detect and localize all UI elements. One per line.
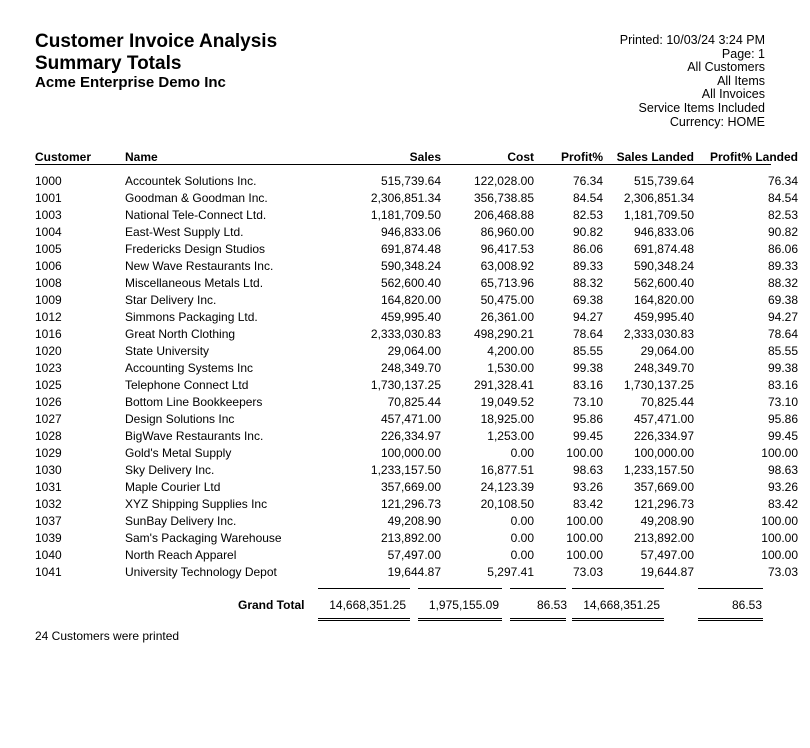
cell-sales: 357,669.00 xyxy=(380,479,441,494)
cell-cost: 86,960.00 xyxy=(480,224,534,239)
cell-sales-landed: 459,995.40 xyxy=(633,309,694,324)
col-header-sales: Sales xyxy=(409,150,441,164)
cell-sales: 100,000.00 xyxy=(380,445,441,460)
table-row xyxy=(35,223,798,240)
cell-customer: 1026 xyxy=(35,394,62,409)
cell-sales: 590,348.24 xyxy=(380,258,441,273)
cell-name: Star Delivery Inc. xyxy=(125,292,217,307)
cell-profit-pct: 94.27 xyxy=(572,309,603,324)
cell-customer: 1027 xyxy=(35,411,62,426)
cell-profit-pct-landed: 94.27 xyxy=(767,309,798,324)
cell-customer: 1023 xyxy=(35,360,62,375)
grand-total-cost: 1,975,155.09 xyxy=(428,598,499,612)
cell-name: State University xyxy=(125,343,210,358)
table-row xyxy=(35,240,798,257)
col-header-cost: Cost xyxy=(507,150,534,164)
cell-profit-pct-landed: 84.54 xyxy=(767,190,798,205)
cell-profit-pct-landed: 73.10 xyxy=(767,394,798,409)
cell-profit-pct-landed: 90.82 xyxy=(767,224,798,239)
cell-sales: 946,833.06 xyxy=(380,224,441,239)
col-header-customer: Customer xyxy=(35,150,92,164)
cell-sales: 19,644.87 xyxy=(387,564,441,579)
cell-profit-pct-landed: 98.63 xyxy=(767,462,798,477)
cell-customer: 1009 xyxy=(35,292,62,307)
cell-sales: 1,181,709.50 xyxy=(370,207,441,222)
table-row xyxy=(35,444,798,461)
cell-sales-landed: 57,497.00 xyxy=(640,547,694,562)
cell-profit-pct: 95.86 xyxy=(572,411,603,426)
cell-profit-pct: 73.10 xyxy=(572,394,603,409)
cell-profit-pct: 89.33 xyxy=(572,258,603,273)
filter-items: All Items xyxy=(717,73,765,88)
invoice-table xyxy=(35,147,798,580)
cell-cost: 16,877.51 xyxy=(480,462,534,477)
table-row xyxy=(35,206,798,223)
cell-name: Great North Clothing xyxy=(125,326,236,341)
cell-cost: 19,049.52 xyxy=(480,394,534,409)
cell-sales-landed: 357,669.00 xyxy=(633,479,694,494)
cell-sales-landed: 1,730,137.25 xyxy=(623,377,694,392)
cell-name: Goodman & Goodman Inc. xyxy=(125,190,268,205)
table-row xyxy=(35,274,798,291)
cell-sales: 1,730,137.25 xyxy=(370,377,441,392)
cell-customer: 1008 xyxy=(35,275,62,290)
cell-profit-pct: 100.00 xyxy=(566,513,603,528)
table-row xyxy=(35,546,798,563)
cell-sales-landed: 2,306,851.34 xyxy=(623,190,694,205)
cell-sales-landed: 49,208.90 xyxy=(640,513,694,528)
cell-name: Telephone Connect Ltd xyxy=(125,377,249,392)
printed-timestamp: Printed: 10/03/24 3:24 PM xyxy=(619,33,765,47)
table-row xyxy=(35,325,798,342)
cell-cost: 50,475.00 xyxy=(480,292,534,307)
cell-sales: 515,739.64 xyxy=(380,173,441,188)
table-row xyxy=(35,189,798,206)
cell-name: North Reach Apparel xyxy=(125,547,237,562)
cell-profit-pct-landed: 100.00 xyxy=(761,530,798,545)
cell-customer: 1040 xyxy=(35,547,62,562)
cell-cost: 1,253.00 xyxy=(487,428,534,443)
cell-sales: 57,497.00 xyxy=(387,547,441,562)
cell-cost: 26,361.00 xyxy=(480,309,534,324)
cell-profit-pct-landed: 99.38 xyxy=(767,360,798,375)
cell-cost: 356,738.85 xyxy=(473,190,534,205)
cell-name: XYZ Shipping Supplies Inc xyxy=(125,496,268,511)
cell-sales-landed: 248,349.70 xyxy=(633,360,694,375)
cell-profit-pct-landed: 100.00 xyxy=(761,547,798,562)
table-row xyxy=(35,478,798,495)
cell-profit-pct: 100.00 xyxy=(566,445,603,460)
page-number: Page: 1 xyxy=(721,46,765,61)
header-divider xyxy=(35,164,771,165)
cell-name: Accounting Systems Inc xyxy=(125,360,254,375)
cell-name: National Tele-Connect Ltd. xyxy=(125,207,267,222)
cell-profit-pct: 78.64 xyxy=(572,326,603,341)
cell-profit-pct-landed: 89.33 xyxy=(767,258,798,273)
cell-sales: 459,995.40 xyxy=(380,309,441,324)
cell-sales-landed: 70,825.44 xyxy=(640,394,694,409)
cell-sales-landed: 515,739.64 xyxy=(633,173,694,188)
cell-name: University Technology Depot xyxy=(125,564,277,579)
footer-note: 24 Customers were printed xyxy=(35,629,180,643)
cell-profit-pct: 99.38 xyxy=(572,360,603,375)
cell-sales-landed: 562,600.40 xyxy=(633,275,694,290)
grand-total-profit-pct: 86.53 xyxy=(536,598,567,612)
cell-customer: 1028 xyxy=(35,428,62,443)
cell-cost: 18,925.00 xyxy=(480,411,534,426)
cell-cost: 63,008.92 xyxy=(480,258,534,273)
company-name: Acme Enterprise Demo Inc xyxy=(35,74,226,91)
cell-customer: 1029 xyxy=(35,445,62,460)
table-row xyxy=(35,495,798,512)
cell-profit-pct: 85.55 xyxy=(572,343,603,358)
filter-customers: All Customers xyxy=(687,60,765,75)
cell-customer: 1006 xyxy=(35,258,62,273)
cell-cost: 122,028.00 xyxy=(473,173,534,188)
cell-customer: 1020 xyxy=(35,343,62,358)
cell-customer: 1005 xyxy=(35,241,62,256)
cell-cost: 206,468.88 xyxy=(473,207,534,222)
cell-profit-pct: 73.03 xyxy=(572,564,603,579)
col-header-name: Name xyxy=(125,150,158,164)
cell-customer: 1004 xyxy=(35,224,62,239)
cell-profit-pct: 98.63 xyxy=(572,462,603,477)
col-header-profit-pct-landed: Profit% Landed xyxy=(709,150,798,164)
cell-sales: 70,825.44 xyxy=(387,394,441,409)
table-row xyxy=(35,342,798,359)
cell-name: East-West Supply Ltd. xyxy=(125,224,244,239)
cell-customer: 1032 xyxy=(35,496,62,511)
cell-profit-pct-landed: 100.00 xyxy=(761,445,798,460)
cell-customer: 1012 xyxy=(35,309,62,324)
cell-sales: 121,296.73 xyxy=(380,496,441,511)
cell-sales-landed: 213,892.00 xyxy=(633,530,694,545)
table-row xyxy=(35,257,798,274)
cell-profit-pct: 83.42 xyxy=(572,496,603,511)
cell-sales-landed: 164,820.00 xyxy=(633,292,694,307)
report-header xyxy=(35,31,277,92)
table-row xyxy=(35,359,798,376)
cell-cost: 20,108.50 xyxy=(480,496,534,511)
cell-name: SunBay Delivery Inc. xyxy=(125,513,237,528)
cell-profit-pct: 84.54 xyxy=(572,190,603,205)
cell-cost: 0.00 xyxy=(510,513,534,528)
cell-profit-pct: 100.00 xyxy=(566,530,603,545)
cell-profit-pct-landed: 83.42 xyxy=(767,496,798,511)
cell-profit-pct-landed: 93.26 xyxy=(767,479,798,494)
cell-profit-pct-landed: 78.64 xyxy=(767,326,798,341)
cell-profit-pct-landed: 73.03 xyxy=(767,564,798,579)
cell-sales: 49,208.90 xyxy=(387,513,441,528)
cell-name: Gold's Metal Supply xyxy=(125,445,232,460)
cell-sales-landed: 691,874.48 xyxy=(633,241,694,256)
grand-total-label: Grand Total xyxy=(238,598,305,612)
cell-cost: 498,290.21 xyxy=(473,326,534,341)
cell-profit-pct: 93.26 xyxy=(572,479,603,494)
cell-sales: 691,874.48 xyxy=(380,241,441,256)
filter-invoices: All Invoices xyxy=(701,87,765,102)
table-header-row xyxy=(35,147,798,164)
cell-profit-pct: 88.32 xyxy=(572,275,603,290)
cell-name: BigWave Restaurants Inc. xyxy=(125,428,264,443)
cell-profit-pct-landed: 82.53 xyxy=(767,207,798,222)
cell-customer: 1037 xyxy=(35,513,62,528)
cell-customer: 1025 xyxy=(35,377,62,392)
cell-profit-pct: 76.34 xyxy=(572,173,603,188)
cell-customer: 1003 xyxy=(35,207,62,222)
cell-sales-landed: 1,233,157.50 xyxy=(623,462,694,477)
cell-name: Maple Courier Ltd xyxy=(125,479,221,494)
table-row xyxy=(35,376,798,393)
cell-sales: 164,820.00 xyxy=(380,292,441,307)
cell-sales: 226,334.97 xyxy=(380,428,441,443)
cell-profit-pct-landed: 76.34 xyxy=(767,173,798,188)
grand-total-sales: 14,668,351.25 xyxy=(329,598,406,612)
cell-sales: 2,306,851.34 xyxy=(370,190,441,205)
cell-cost: 1,530.00 xyxy=(487,360,534,375)
cell-name: Fredericks Design Studios xyxy=(125,241,266,256)
cell-profit-pct-landed: 83.16 xyxy=(767,377,798,392)
cell-name: Bottom Line Bookkeepers xyxy=(125,394,263,409)
table-row xyxy=(35,563,798,580)
report-title: Customer Invoice Analysis xyxy=(35,31,278,52)
cell-customer: 1001 xyxy=(35,190,62,205)
report-meta xyxy=(620,34,765,129)
cell-cost: 291,328.41 xyxy=(473,377,534,392)
cell-profit-pct-landed: 85.55 xyxy=(767,343,798,358)
cell-profit-pct: 99.45 xyxy=(572,428,603,443)
cell-profit-pct-landed: 95.86 xyxy=(767,411,798,426)
cell-sales: 562,600.40 xyxy=(380,275,441,290)
cell-profit-pct-landed: 99.45 xyxy=(767,428,798,443)
table-row xyxy=(35,410,798,427)
cell-sales-landed: 946,833.06 xyxy=(633,224,694,239)
cell-sales: 1,233,157.50 xyxy=(370,462,441,477)
table-row xyxy=(35,393,798,410)
cell-customer: 1041 xyxy=(35,564,62,579)
cell-sales: 29,064.00 xyxy=(387,343,441,358)
col-header-sales-landed: Sales Landed xyxy=(616,150,694,164)
cell-sales-landed: 29,064.00 xyxy=(640,343,694,358)
cell-profit-pct: 100.00 xyxy=(566,547,603,562)
cell-name: Design Solutions Inc xyxy=(125,411,235,426)
table-row xyxy=(35,427,798,444)
cell-profit-pct-landed: 100.00 xyxy=(761,513,798,528)
cell-sales-landed: 19,644.87 xyxy=(640,564,694,579)
table-row xyxy=(35,512,798,529)
cell-sales: 213,892.00 xyxy=(380,530,441,545)
cell-sales: 2,333,030.83 xyxy=(370,326,441,341)
cell-customer: 1016 xyxy=(35,326,62,341)
cell-sales: 248,349.70 xyxy=(380,360,441,375)
cell-profit-pct: 86.06 xyxy=(572,241,603,256)
cell-sales-landed: 1,181,709.50 xyxy=(623,207,694,222)
report-subtitle: Summary Totals xyxy=(35,53,182,74)
cell-customer: 1000 xyxy=(35,173,62,188)
cell-customer: 1039 xyxy=(35,530,62,545)
cell-cost: 4,200.00 xyxy=(487,343,534,358)
cell-profit-pct-landed: 88.32 xyxy=(767,275,798,290)
cell-profit-pct: 90.82 xyxy=(572,224,603,239)
cell-cost: 0.00 xyxy=(510,530,534,545)
cell-profit-pct: 82.53 xyxy=(572,207,603,222)
cell-sales-landed: 226,334.97 xyxy=(633,428,694,443)
cell-customer: 1031 xyxy=(35,479,62,494)
cell-name: Sam's Packaging Warehouse xyxy=(125,530,282,545)
cell-cost: 24,123.39 xyxy=(480,479,534,494)
cell-name: Simmons Packaging Ltd. xyxy=(125,309,258,324)
cell-name: New Wave Restaurants Inc. xyxy=(125,258,274,273)
col-header-profit-pct: Profit% xyxy=(561,150,603,164)
table-row xyxy=(35,308,798,325)
table-row xyxy=(35,529,798,546)
cell-sales-landed: 100,000.00 xyxy=(633,445,694,460)
cell-profit-pct: 83.16 xyxy=(572,377,603,392)
grand-total-profit-pct-landed: 86.53 xyxy=(731,598,762,612)
cell-sales: 457,471.00 xyxy=(380,411,441,426)
cell-sales-landed: 121,296.73 xyxy=(633,496,694,511)
cell-sales-landed: 457,471.00 xyxy=(633,411,694,426)
cell-cost: 0.00 xyxy=(510,547,534,562)
cell-customer: 1030 xyxy=(35,462,62,477)
cell-cost: 5,297.41 xyxy=(487,564,534,579)
cell-sales-landed: 590,348.24 xyxy=(633,258,694,273)
table-body xyxy=(35,172,798,580)
cell-profit-pct-landed: 69.38 xyxy=(767,292,798,307)
table-row xyxy=(35,291,798,308)
table-row xyxy=(35,461,798,478)
cell-profit-pct: 69.38 xyxy=(572,292,603,307)
cell-sales-landed: 2,333,030.83 xyxy=(623,326,694,341)
cell-name: Miscellaneous Metals Ltd. xyxy=(125,275,264,290)
cell-cost: 65,713.96 xyxy=(480,275,534,290)
currency-label: Currency: HOME xyxy=(669,114,765,129)
filter-service: Service Items Included xyxy=(638,100,765,115)
cell-profit-pct-landed: 86.06 xyxy=(767,241,798,256)
table-row xyxy=(35,172,798,189)
cell-name: Sky Delivery Inc. xyxy=(125,462,215,477)
cell-cost: 96,417.53 xyxy=(480,241,534,256)
cell-cost: 0.00 xyxy=(510,445,534,460)
cell-name: Accountek Solutions Inc. xyxy=(125,173,257,188)
grand-total-sales-landed: 14,668,351.25 xyxy=(583,598,660,612)
